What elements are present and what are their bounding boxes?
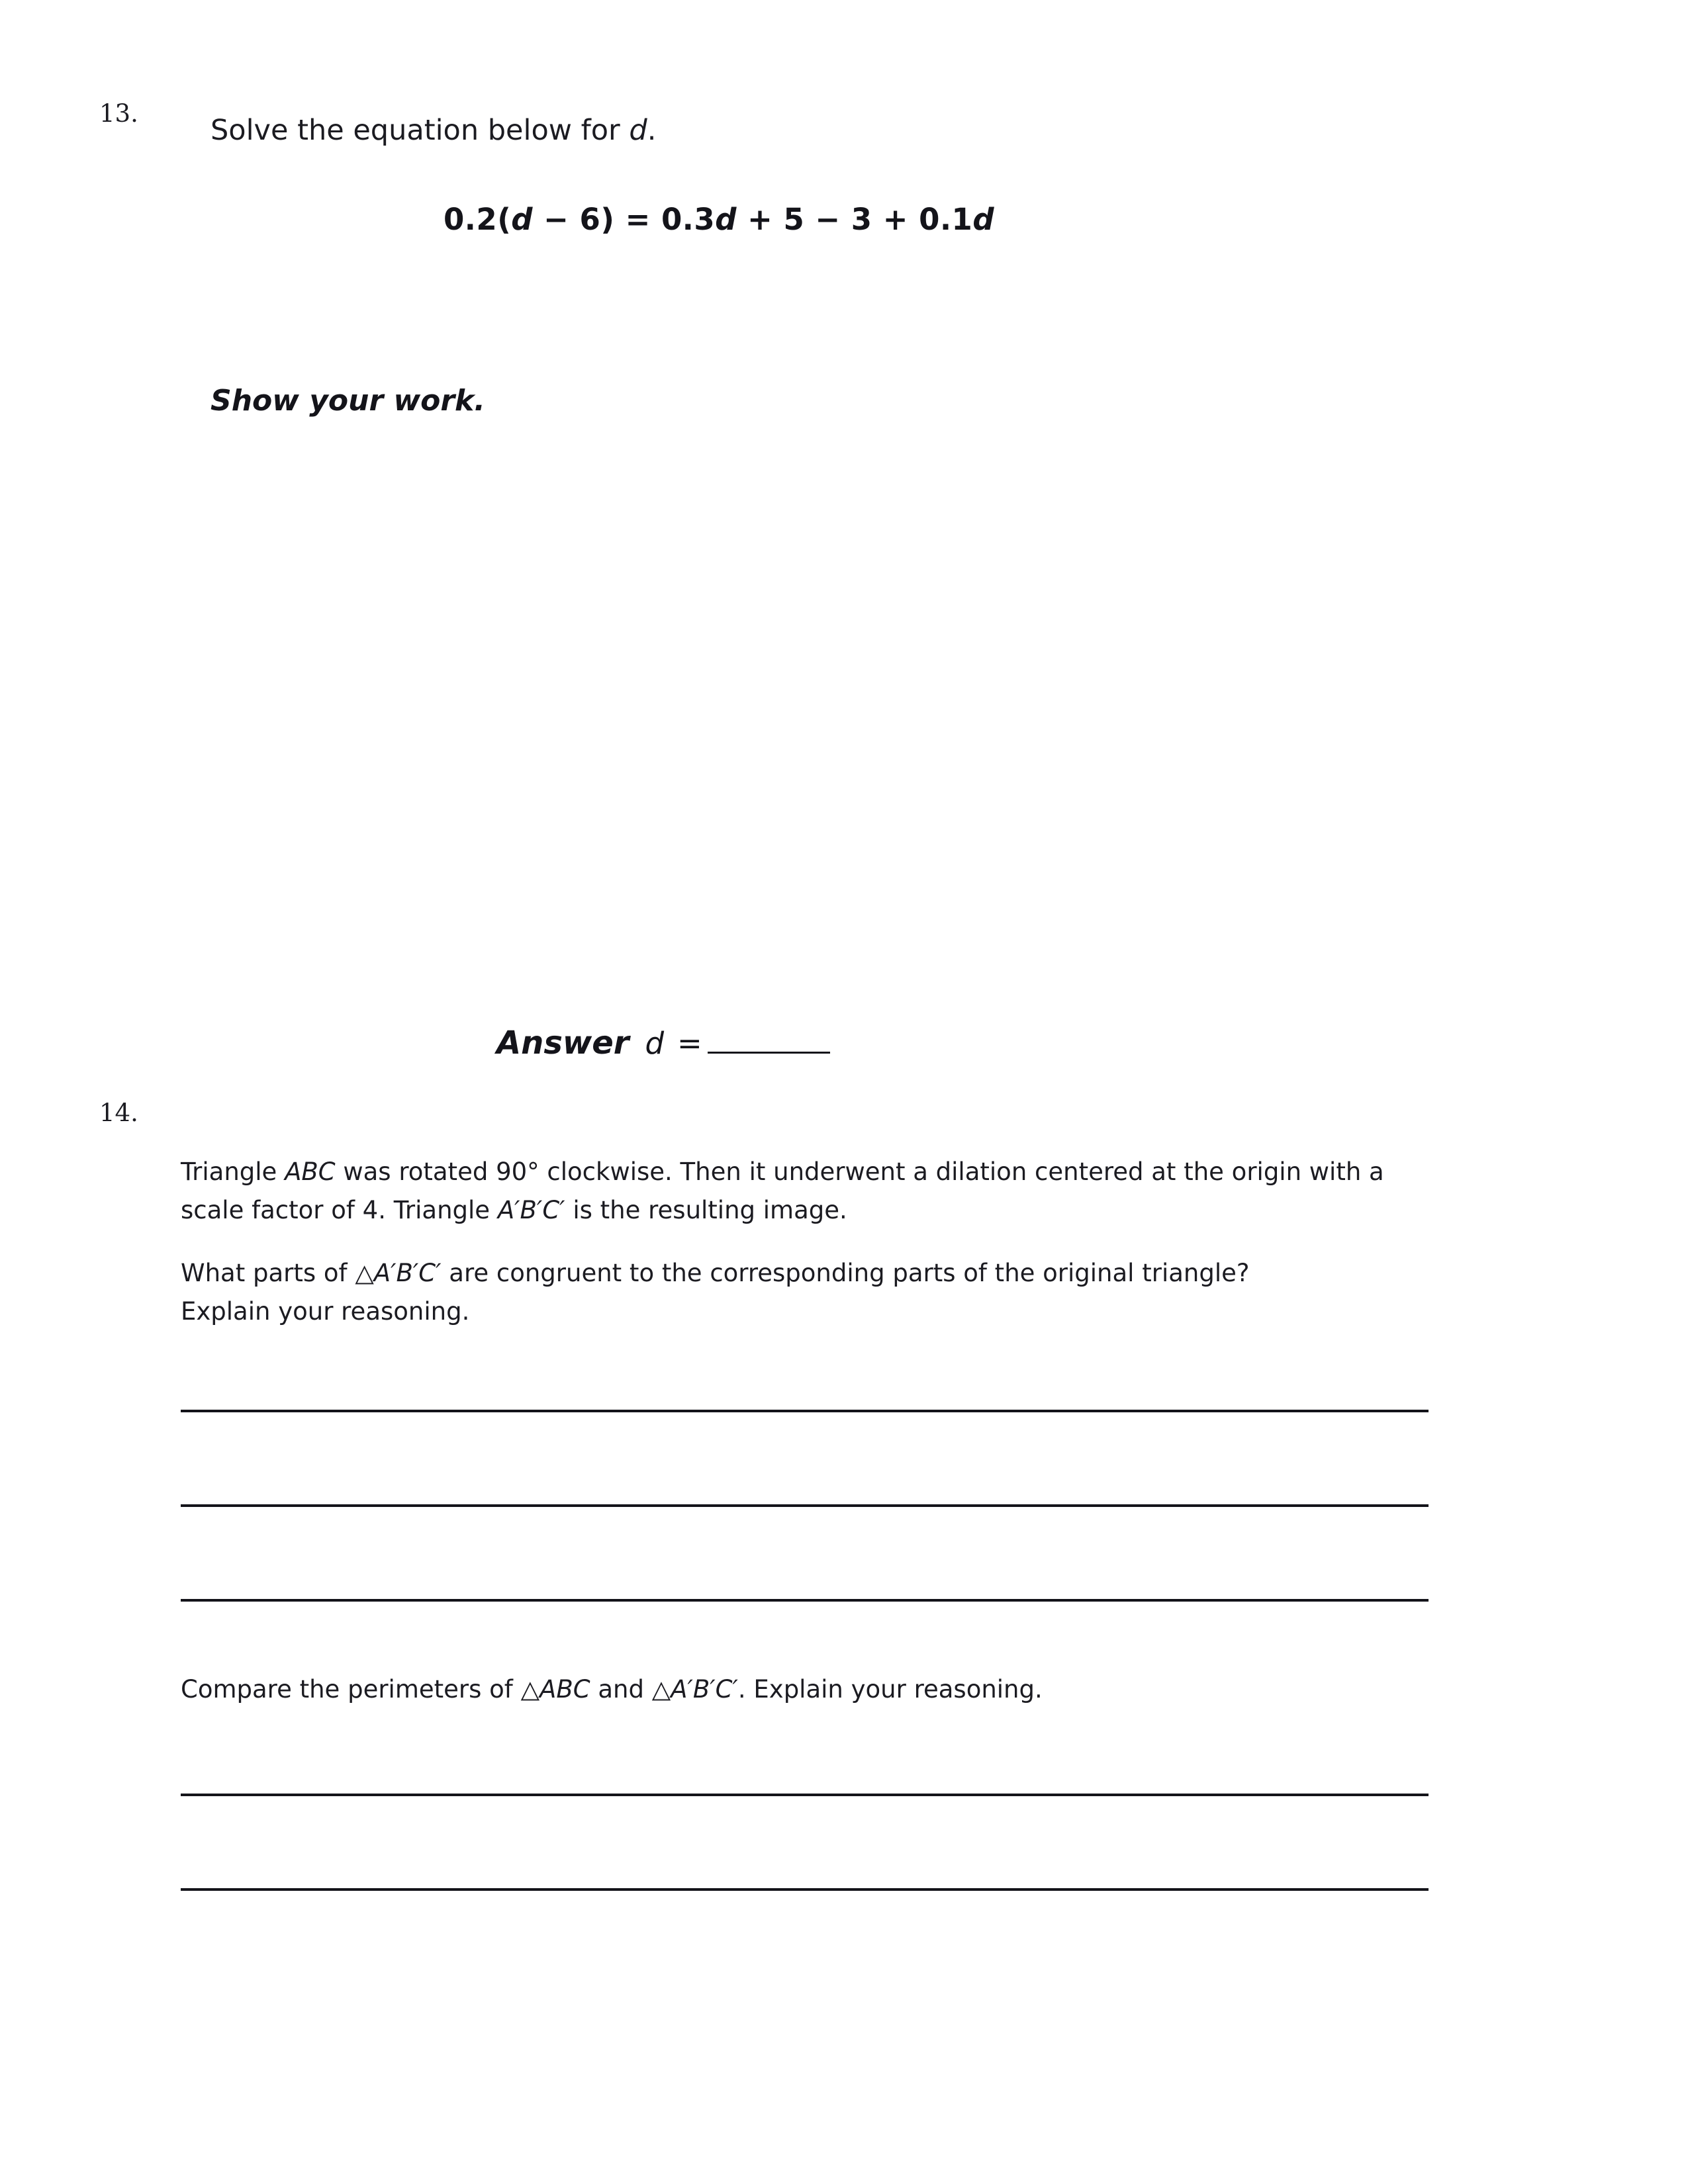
question-13-equation xyxy=(444,202,994,237)
q14-p2-text-2: are congruent to the corresponding parts of the original triangle? Explain your reasoning. xyxy=(181,1259,1250,1326)
equation-variable-2: d xyxy=(715,202,737,237)
question-14-paragraph-1 xyxy=(181,1153,1392,1230)
question-14-number: 14. xyxy=(99,1099,138,1127)
answer-blank-field[interactable] xyxy=(708,1026,830,1054)
equation-part-1: 0.2( xyxy=(444,202,512,237)
question-13-number: 13. xyxy=(99,99,138,128)
q14-p3-text-3: . Explain your reasoning. xyxy=(737,1675,1043,1704)
answer-line[interactable] xyxy=(181,1410,1429,1412)
question-13-prompt-text: Solve the equation below for xyxy=(211,114,630,147)
q14-p3-triangle-abc-prime: A′B′C′ xyxy=(671,1675,738,1704)
show-your-work-label: Show your work. xyxy=(211,384,486,418)
q14-p3-text-2: and △ xyxy=(590,1675,671,1704)
answer-line[interactable] xyxy=(181,1504,1429,1507)
q14-p3-text-1: Compare the perimeters of △ xyxy=(181,1675,540,1704)
q14-p1-text-2: was rotated 90° clockwise. Then it underwent a dilation centered at the origin with a scale factor of 4. Triangle xyxy=(181,1158,1384,1225)
q14-p2-text-1: What parts of △ xyxy=(181,1259,374,1287)
q14-p3-triangle-abc: ABC xyxy=(539,1675,590,1704)
equation-variable-1: d xyxy=(511,202,534,237)
question-14-paragraph-3 xyxy=(181,1670,1392,1709)
answer-equals-sign: = xyxy=(677,1026,702,1061)
q14-p1-text-3: is the resulting image. xyxy=(565,1196,847,1225)
question-13-prompt-variable: d xyxy=(629,114,647,147)
equation-part-3: + 5 − 3 + 0.1 xyxy=(736,202,973,237)
equation-variable-3: d xyxy=(972,202,995,237)
equation-part-2: − 6) = 0.3 xyxy=(533,202,716,237)
q14-p2-triangle-abc-prime: A′B′C′ xyxy=(373,1259,442,1287)
q14-p1-triangle-abc-prime: A′B′C′ xyxy=(497,1196,565,1225)
question-13-prompt-period: . xyxy=(647,114,657,147)
answer-line[interactable] xyxy=(181,1888,1429,1891)
q14-p1-text-1: Triangle xyxy=(181,1158,285,1186)
answer-line[interactable] xyxy=(181,1794,1429,1796)
question-13-answer-row xyxy=(496,1024,830,1062)
answer-label: Answer xyxy=(496,1024,630,1062)
q14-p1-triangle-abc: ABC xyxy=(285,1158,336,1186)
question-14-paragraph-2 xyxy=(181,1254,1339,1332)
question-13-prompt xyxy=(211,111,656,150)
answer-line[interactable] xyxy=(181,1599,1429,1602)
answer-variable: d xyxy=(645,1026,665,1061)
